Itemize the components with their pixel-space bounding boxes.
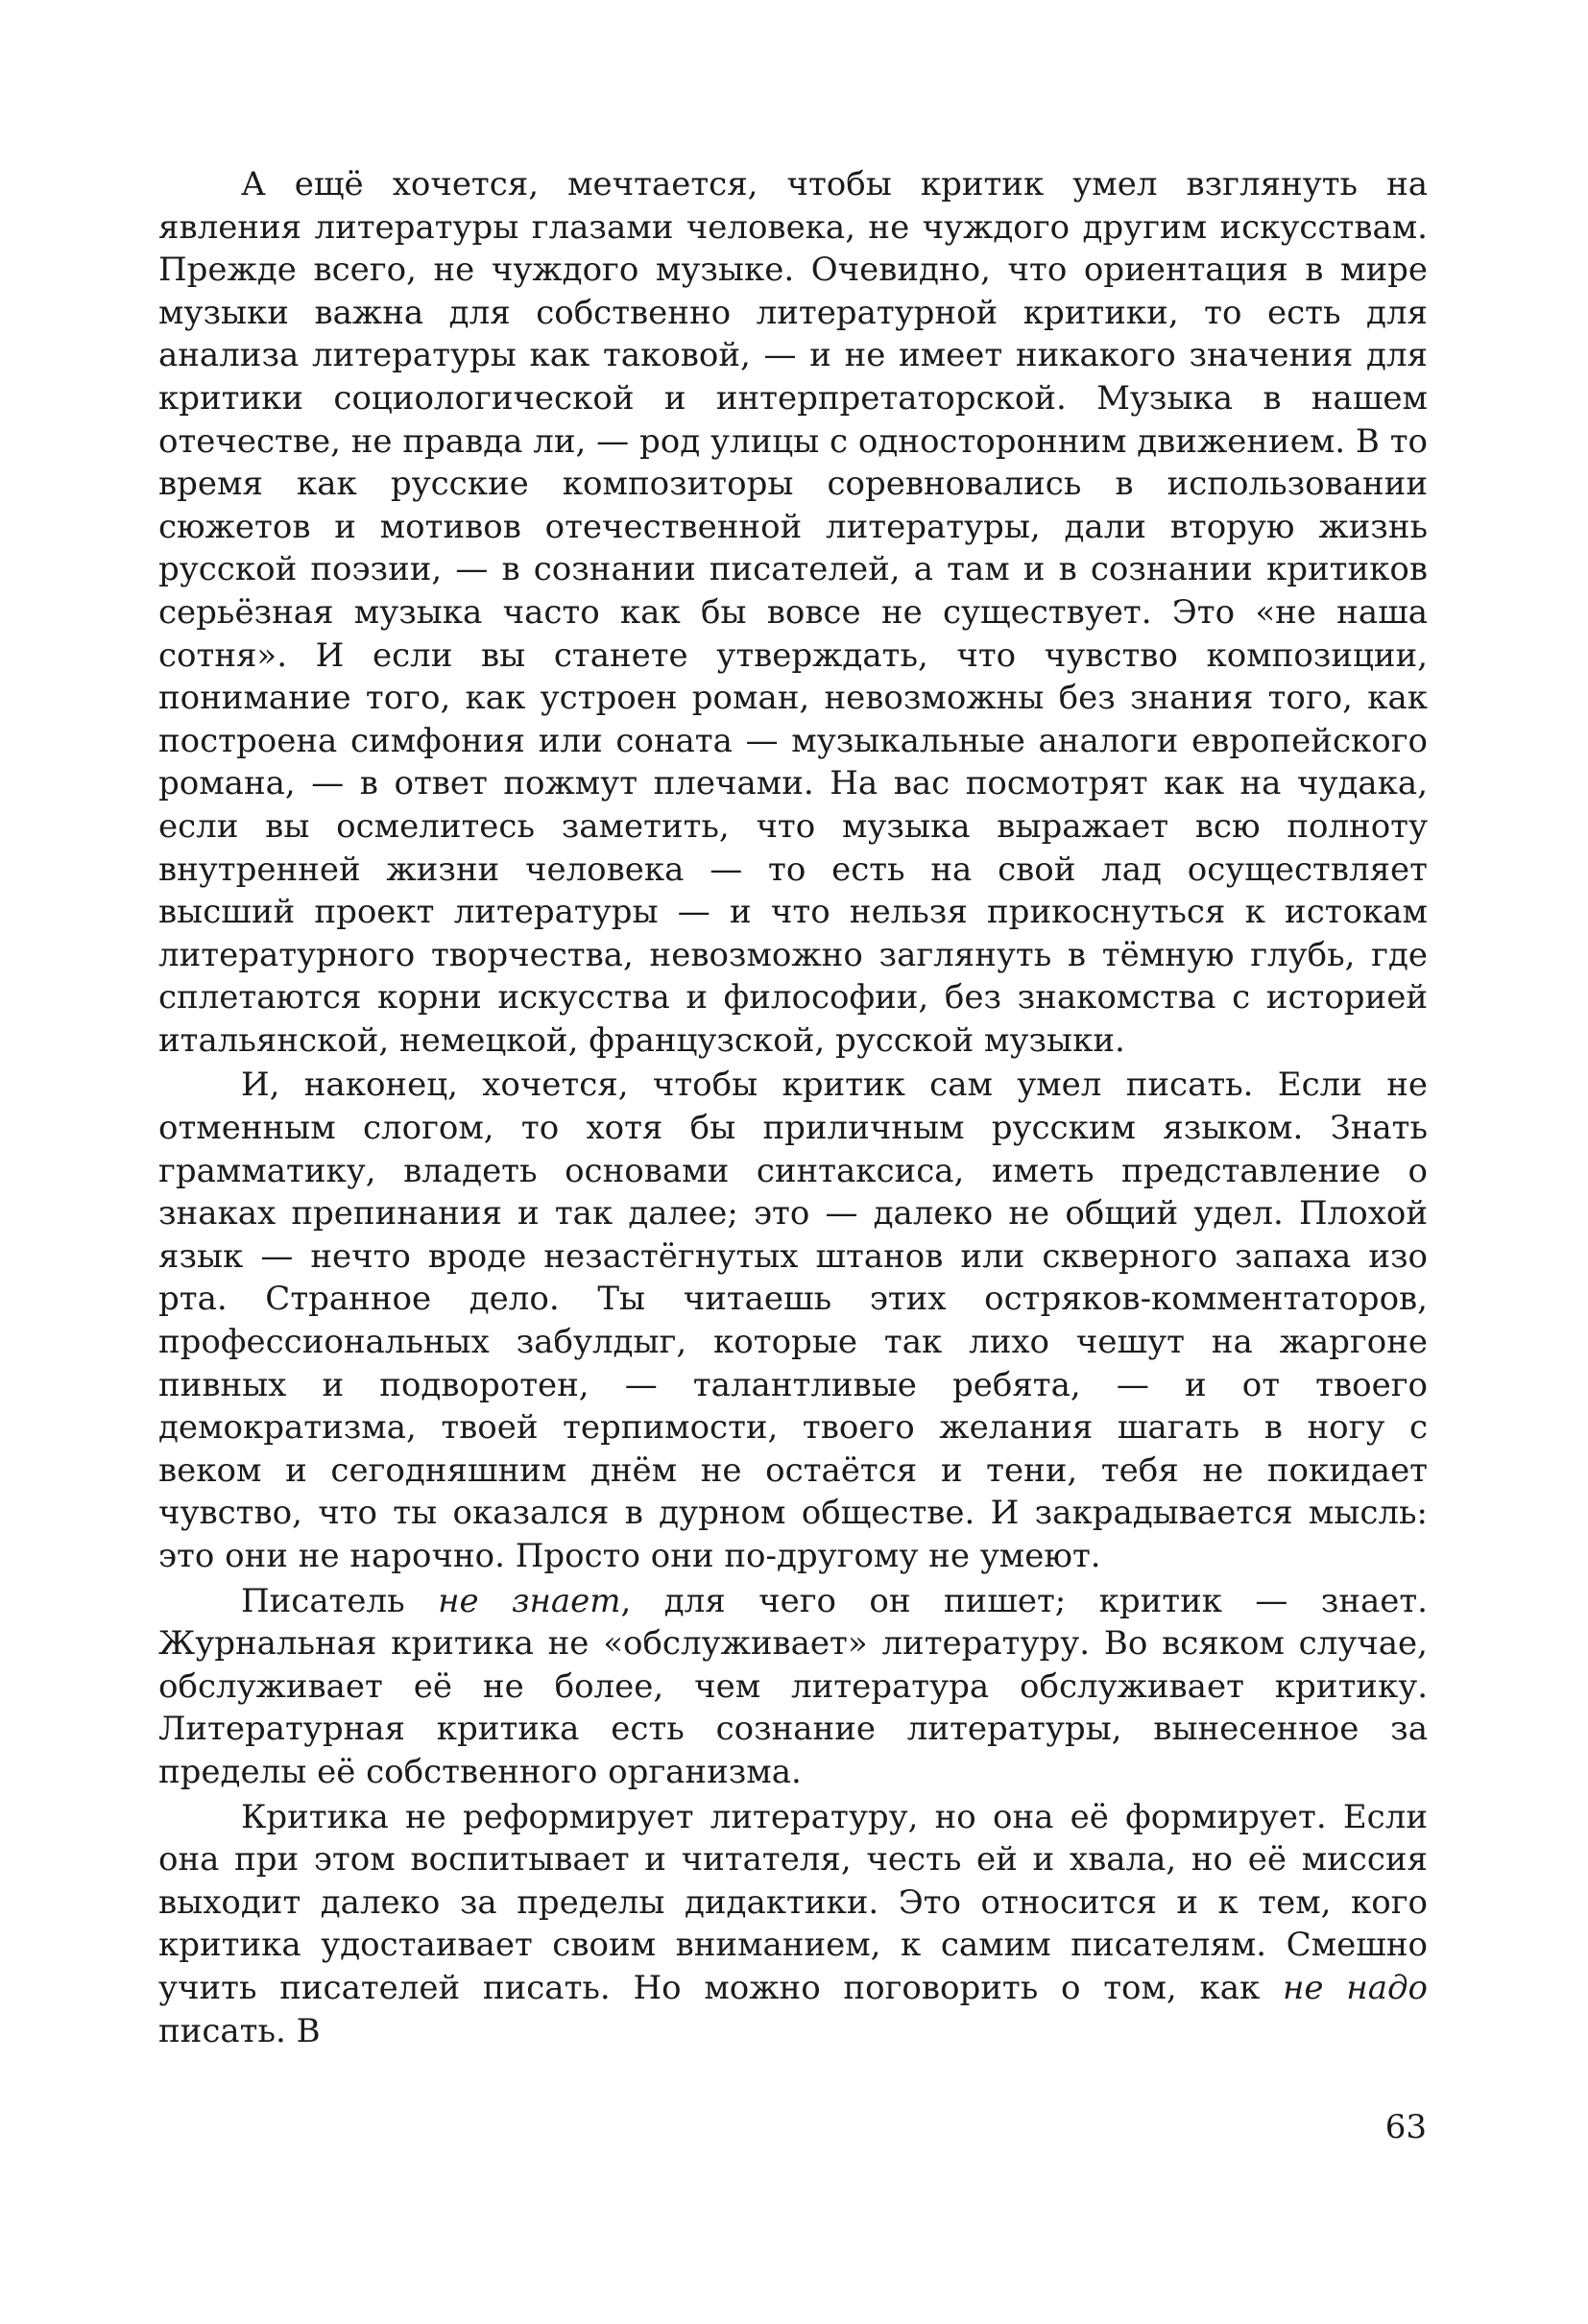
paragraph-4-text-a: Критика не реформирует литературу, но она её формирует. Если она при этом воспитывает и читателя, честь ей и хвала, но её миссия выходит далеко за пределы дидактики. Это относится и к тем, кого критика удостаивает своим вниманием, к самим писателям. Смешно учить писателей писать. Но можно поговорить о том, как	[158, 1797, 1428, 2007]
paragraph-3-text-a: Писатель	[241, 1581, 439, 1620]
paragraph-4-text-b: писать. В	[158, 2011, 321, 2050]
paragraph-2-text: И, наконец, хочется, чтобы критик сам умел писать. Если не отменным слогом, то хотя бы приличным русским языком. Знать грамматику, владеть основами синтаксиса, иметь представление о знаках препинания и так далее; это — далеко не общий удел. Плохой язык — нечто вроде незастёгнутых штанов или скверного запаха изо рта. Странное дело. Ты читаешь этих остряков-комментаторов, профессиональных забулдыг, которые так лихо чешут на жаргоне пивных и подворотен, — талантливые ребята, — и от твоего демократизма, твоей терпимости, твоего желания шагать в ногу с веком и сегодняшним днём не остаётся и тени, тебя не покидает чувство, что ты оказался в дурном обществе. И закрадывается мысль: это они не нарочно. Просто они по-другому не умеют.	[158, 1066, 1428, 1575]
paragraph-1	[158, 163, 1428, 1062]
paragraph-4-emphasis: не надо	[1283, 1968, 1428, 2007]
paragraph-3	[158, 1580, 1428, 1794]
paragraph-3-text-b: , для чего он пишет; критик — знает. Журнальная критика не «обслуживает» литературу. Во всяком случае, обслуживает её не более, чем литература обслуживает критику. Литературная критика есть сознание литературы, вынесенное за пределы её собственного организма.	[158, 1581, 1428, 1791]
paragraph-2	[158, 1064, 1428, 1577]
paragraph-3-emphasis: не знает	[438, 1581, 621, 1620]
paragraph-4	[158, 1796, 1428, 2053]
page-number: 63	[1384, 2108, 1427, 2146]
paragraph-1-text: А ещё хочется, мечтается, чтобы критик умел взглянуть на явления литературы глазами человека, не чуждого другим искусствам. Прежде всего, не чуждого музыке. Очевидно, что ориентация в мире музыки важна для собственно литературной критики, то есть для анализа литературы как таковой, — и не имеет никакого значения для критики социологической и интерпретаторской. Музыка в нашем отечестве, не правда ли, — род улицы с односторонним движением. В то время как русские композиторы соревновались в использовании сюжетов и мотивов отечественной литературы, дали вторую жизнь русской поэзии, — в сознании писателей, а там и в сознании критиков серьёзная музыка часто как бы вовсе не существует. Это «не наша сотня». И если вы станете утверждать, что чувство композиции, понимание того, как устроен роман, невозможны без знания того, как построена симфония или соната — музыкальные аналоги европейского романа, — в ответ пожмут плечами. На вас посмотрят как на чудака, если вы осмелитесь заметить, что музыка выражает всю полноту внутренней жизни человека — то есть на свой лад осуществляет высший проект литературы — и что нельзя прикоснуться к истокам литературного творчества, невозможно заглянуть в тёмную глубь, где сплетаются корни искусства и философии, без знакомства с историей итальянской, немецкой, французской, русской музыки.	[158, 165, 1428, 1060]
body-text	[158, 163, 1428, 2052]
